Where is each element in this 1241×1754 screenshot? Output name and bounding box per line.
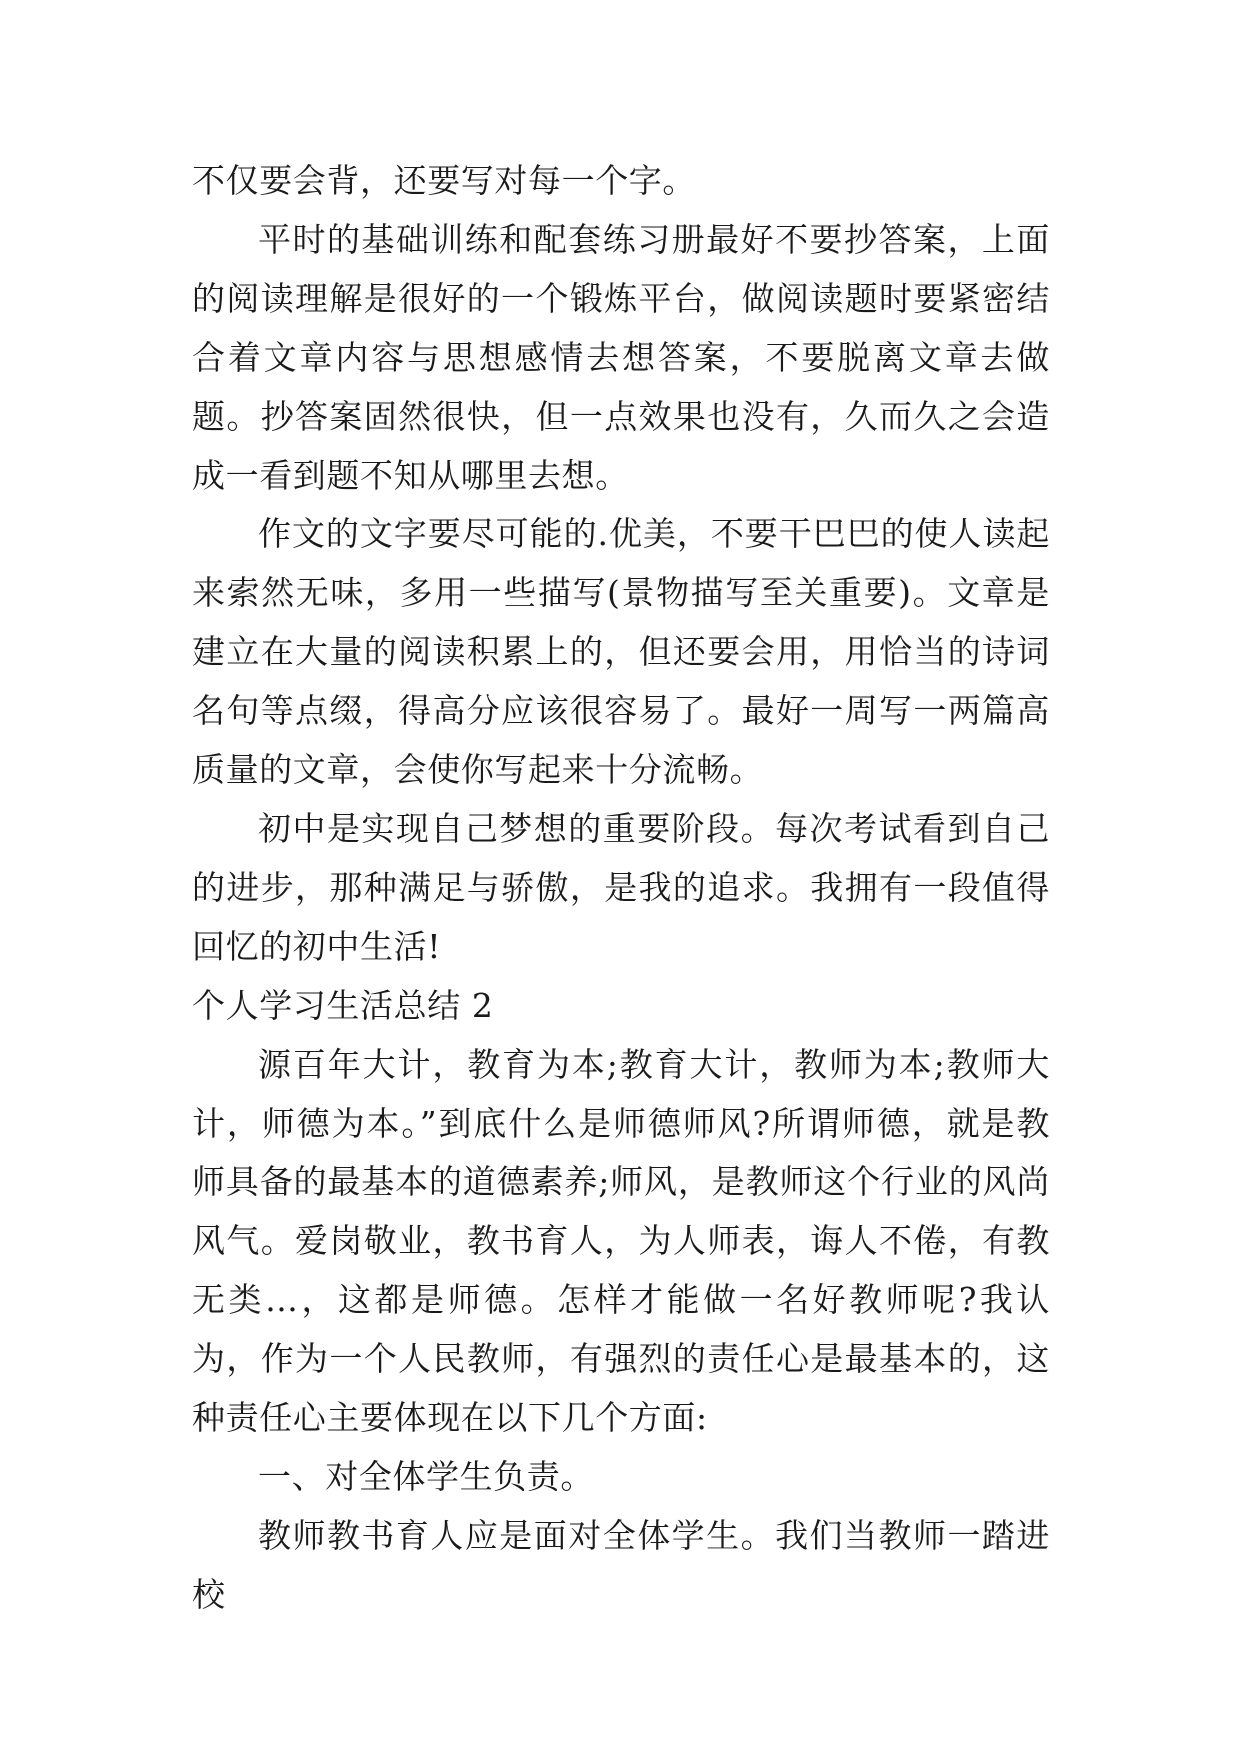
paragraph-teacher-duty: 教师教书育人应是面对全体学生。我们当教师一踏进校 <box>192 1515 1050 1614</box>
paragraph-junior-high-reflection: 初中是实现自己梦想的重要阶段。每次考试看到自己的进步，那种满足与骄傲，是我的追求。我拥有一段值得回忆的初中生活! <box>192 808 1050 966</box>
document-page <box>192 152 1050 1625</box>
paragraph-continuation: 不仅要会背，还要写对每一个字。 <box>192 161 696 200</box>
paragraph-homework-advice: 平时的基础训练和配套练习册最好不要抄答案，上面的阅读理解是很好的一个锻炼平台，做阅读题时要紧密结合着文章内容与思想感情去想答案，不要脱离文章去做题。抄答案固然很快，但一点效果也没有，久而久之会造成一看到题不知从哪里去想。 <box>192 219 1050 495</box>
paragraph-writing-advice: 作文的文字要尽可能的.优美，不要干巴巴的使人读起来索然无味，多用一些描写(景物描写至关重要)。文章是建立在大量的阅读积累上的，但还要会用，用恰当的诗词名句等点缀，得高分应该很容易了。最好一周写一两篇高质量的文章，会使你写起来十分流畅。 <box>192 514 1050 790</box>
section-heading: 个人学习生活总结 2 <box>192 985 494 1025</box>
paragraph-teacher-ethics: 源百年大计，教育为本;教育大计，教师为本;教师大计，师德为本。”到底什么是师德师风?所谓师德，就是教师具备的最基本的道德素养;师风，是教师这个行业的风尚风气。爱岗敬业，教书育人，为人师表，诲人不倦，有教无类…，这都是师德。怎样才能做一名好教师呢?我认为，作为一个人民教师，有强烈的责任心是最基本的，这种责任心主要体现在以下几个方面: <box>192 1044 1050 1438</box>
paragraph-point-one: 一、对全体学生负责。 <box>258 1456 594 1496</box>
